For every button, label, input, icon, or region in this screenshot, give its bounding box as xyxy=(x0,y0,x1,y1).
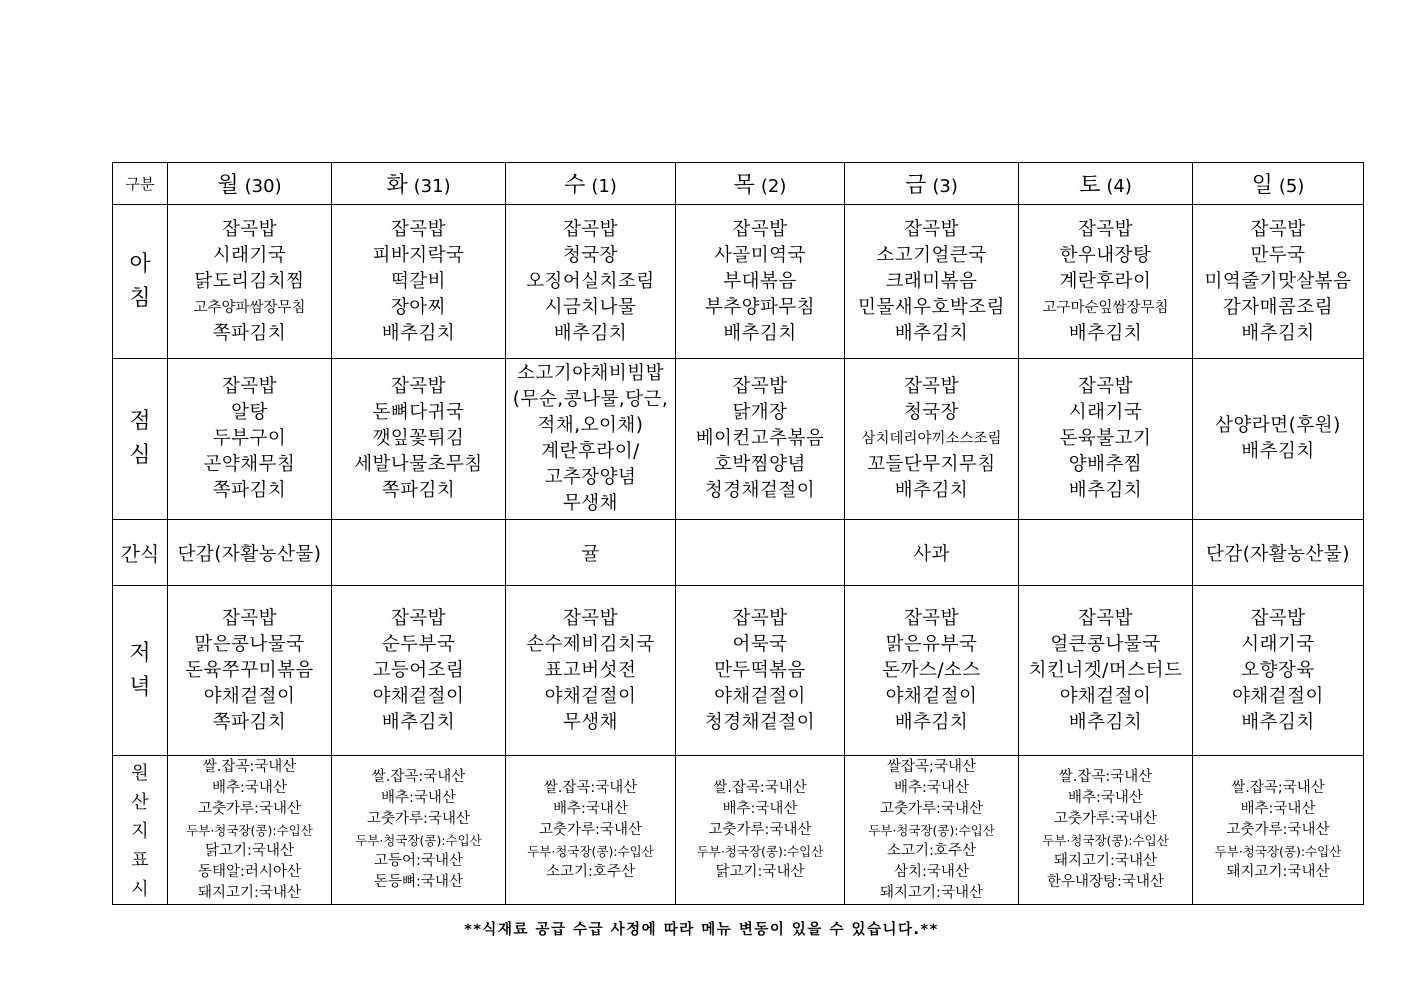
menu-cell xyxy=(506,359,676,520)
dish: 미역줄기맛살볶음 xyxy=(1204,270,1352,292)
day-number: (30) xyxy=(244,176,282,197)
dish: 잡곡밥 xyxy=(903,607,960,629)
day-name: 목 xyxy=(733,173,755,198)
origin-item: 삼치:국내산 xyxy=(894,863,969,880)
dish: 어묵국 xyxy=(732,633,788,655)
dish: 잡곡밥 xyxy=(221,607,278,629)
snack-cell xyxy=(845,520,1019,586)
origin-item: 배추:국내산 xyxy=(553,800,628,817)
dish: 시래기국 xyxy=(1068,402,1143,423)
label-char: 심 xyxy=(129,443,151,468)
snack-item: 단감(자활농산물) xyxy=(177,543,322,565)
origin-item: 배추:국내산 xyxy=(212,779,287,796)
origin-item: 두부·청국장(콩):수입산 xyxy=(1214,843,1342,859)
day-name: 금 xyxy=(905,173,927,198)
origin-item: 두부·청국장(콩):수입산 xyxy=(868,822,995,838)
origin-item: 두부·청국장(콩):수입산 xyxy=(527,843,654,859)
dish: 시래기국 xyxy=(212,244,287,266)
menu-cell xyxy=(676,205,845,359)
origin-item: 배추:국내산 xyxy=(1240,800,1316,817)
snack-item: 단감(자활농산물) xyxy=(1205,543,1351,565)
dish: 양배추찜 xyxy=(1068,454,1143,475)
origin-item: 돼지고기:국내산 xyxy=(198,884,301,901)
origin-item: 고춧가루:국내산 xyxy=(198,800,301,817)
dish: 돈육쭈꾸미볶음 xyxy=(185,659,314,681)
origin-item: 두부·청국장(콩):수입산 xyxy=(696,843,824,859)
snack-cell xyxy=(676,520,845,586)
dish: 오징어실치조림 xyxy=(526,270,655,292)
menu-cell xyxy=(168,586,332,756)
menu-cell xyxy=(1193,359,1364,520)
snack-cell xyxy=(506,520,676,586)
day-header xyxy=(1193,163,1364,205)
dish: 순두부국 xyxy=(381,633,456,655)
origin-cell xyxy=(168,756,332,905)
dinner-row xyxy=(113,586,1364,756)
origin-item: 돼지고기:국내산 xyxy=(1226,863,1330,880)
menu-cell xyxy=(332,205,506,359)
dish: 맑은유부국 xyxy=(885,633,978,655)
menu-cell xyxy=(676,586,845,756)
origin-item: 쌀.잡곡:국내산 xyxy=(371,769,466,785)
snack-cell xyxy=(168,520,332,586)
dish: 닭도리김치찜 xyxy=(194,270,305,292)
menu-cell xyxy=(506,586,676,756)
origin-item: 돈등뼈:국내산 xyxy=(374,874,463,890)
menu-cell xyxy=(1019,586,1193,756)
dish: 치킨너겟/머스터드 xyxy=(1028,659,1183,681)
menu-cell xyxy=(1019,359,1193,520)
dish: 배추김치 xyxy=(894,480,969,501)
dish: 닭개장 xyxy=(732,402,788,423)
dish: 잡곡밥 xyxy=(1077,607,1134,629)
dish: 고추장양념 xyxy=(544,467,637,488)
dish: 고구마순잎쌈장무침 xyxy=(1042,299,1169,316)
day-name: 수 xyxy=(564,173,586,198)
origin-item: 고춧가루:국내산 xyxy=(708,821,812,838)
day-header xyxy=(1019,163,1193,205)
menu-change-notice: **식재료 공급 수급 사정에 따라 메뉴 변동이 있을 수 있습니다.** xyxy=(464,922,939,938)
breakfast-label xyxy=(113,205,168,359)
dish: 계란후라이/ xyxy=(541,441,640,462)
dish: 야채겉절이 xyxy=(544,685,637,707)
dish: 깻잎꽃튀김 xyxy=(372,428,465,449)
day-name: 화 xyxy=(386,173,408,198)
origin-cell xyxy=(1019,756,1193,905)
dish: 고추양파쌈장무침 xyxy=(193,299,306,316)
menu-cell xyxy=(168,205,332,359)
origin-row xyxy=(113,756,1364,905)
lunch-row xyxy=(113,359,1364,520)
menu-cell xyxy=(1193,586,1364,756)
dish: 청국장 xyxy=(562,244,619,266)
dish: 만두국 xyxy=(1250,244,1306,266)
dish: 알탕 xyxy=(231,402,268,423)
dish: 피바지락국 xyxy=(372,244,465,266)
origin-item: 닭고기:국내산 xyxy=(205,842,294,859)
origin-item: 소고기:호주산 xyxy=(546,863,635,880)
menu-cell xyxy=(332,586,506,756)
dish: 적채,오이채) xyxy=(537,415,644,436)
origin-item: 고춧가루:국내산 xyxy=(880,800,983,817)
snack-item: 귤 xyxy=(581,543,600,565)
day-number: (5) xyxy=(1278,176,1305,197)
origin-cell xyxy=(676,756,845,905)
dish: 사골미역국 xyxy=(714,244,806,266)
snack-cell xyxy=(1019,520,1193,586)
origin-item: 쌀.잡곡;국내산 xyxy=(1231,779,1325,796)
origin-item: 돼지고기:국내산 xyxy=(1054,853,1157,869)
origin-item: 돼지고기:국내산 xyxy=(880,884,983,901)
snack-label: 간식 xyxy=(113,520,168,586)
origin-item: 고등어:국내산 xyxy=(374,853,463,869)
dish: 시래기국 xyxy=(1241,633,1315,655)
dish: 야채겉절이 xyxy=(203,685,296,707)
day-name: 월 xyxy=(217,173,239,198)
dish: 배추김치 xyxy=(553,322,628,344)
origin-item: 배추:국내산 xyxy=(381,790,456,806)
dish: 손수제비김치국 xyxy=(526,633,655,655)
dish: 배추김치 xyxy=(723,322,797,344)
dish: 쪽파김치 xyxy=(212,711,287,733)
lunch-label xyxy=(113,359,168,520)
dish: 잡곡밥 xyxy=(1077,218,1134,240)
label-char: 저 xyxy=(129,640,151,666)
dish: 무생채 xyxy=(562,711,619,733)
dish: 잡곡밥 xyxy=(562,607,619,629)
day-number: (31) xyxy=(413,176,451,197)
label-char: 원 xyxy=(131,763,149,784)
day-number: (2) xyxy=(760,176,787,197)
label-char: 표 xyxy=(131,850,149,871)
dish: 만두떡볶음 xyxy=(714,659,806,681)
day-header xyxy=(168,163,332,205)
origin-item: 쌀잡곡;국내산 xyxy=(887,758,976,775)
dish: 배추김치 xyxy=(1068,480,1143,501)
dish: 배추김치 xyxy=(1241,711,1315,733)
menu-cell xyxy=(676,359,845,520)
dish: 잡곡밥 xyxy=(1250,607,1306,629)
dish: 야채겉절이 xyxy=(1232,685,1324,707)
origin-item: 한우내장탕:국내산 xyxy=(1047,874,1164,890)
dish: 청국장 xyxy=(903,402,960,423)
dish: 돈까스/소스 xyxy=(882,659,981,681)
dish: 쪽파김치 xyxy=(212,322,287,344)
dish: 쪽파김치 xyxy=(212,480,287,501)
dish: 떡갈비 xyxy=(390,270,447,292)
dish: 야채겉절이 xyxy=(1059,685,1152,707)
dish: 잡곡밥 xyxy=(562,218,619,240)
menu-cell xyxy=(1193,205,1364,359)
day-name: 토 xyxy=(1079,173,1101,198)
breakfast-row xyxy=(113,205,1364,359)
dish: 배추김치 xyxy=(1241,322,1315,344)
label-char: 산 xyxy=(131,792,149,813)
dish: 잡곡밥 xyxy=(221,218,278,240)
origin-item: 동태알:러시아산 xyxy=(198,863,301,880)
dish: 호박찜양념 xyxy=(714,454,806,475)
dish: 잡곡밥 xyxy=(903,376,960,397)
menu-cell xyxy=(845,205,1019,359)
dish: 세발나물초무침 xyxy=(354,454,483,475)
dish: 두부구이 xyxy=(212,428,287,449)
dish: 부추양파무침 xyxy=(704,296,816,318)
origin-item: 고춧가루:국내산 xyxy=(539,821,642,838)
dish: 잡곡밥 xyxy=(390,376,447,397)
day-header xyxy=(332,163,506,205)
dish: 얼큰콩나물국 xyxy=(1050,633,1161,655)
day-number: (3) xyxy=(932,176,958,197)
dish: 잡곡밥 xyxy=(221,376,278,397)
dish: 배추김치 xyxy=(894,322,969,344)
dish: 소고기얼큰국 xyxy=(876,244,987,266)
dish: 청경채겉절이 xyxy=(704,711,816,733)
origin-cell xyxy=(332,756,506,905)
dish: 잡곡밥 xyxy=(390,218,447,240)
menu-cell xyxy=(1019,205,1193,359)
corner-label: 구분 xyxy=(113,163,168,205)
origin-item: 고춧가루:국내산 xyxy=(1054,811,1157,827)
origin-item: 고춧가루:국내산 xyxy=(367,811,470,827)
dish: 배추김치 xyxy=(1068,322,1143,344)
menu-cell xyxy=(845,359,1019,520)
label-char: 시 xyxy=(131,879,149,900)
menu-cell xyxy=(332,359,506,520)
origin-item: 닭고기:국내산 xyxy=(715,863,805,880)
dish: 배추김치 xyxy=(1241,441,1315,462)
dish: 야채겉절이 xyxy=(714,685,806,707)
snack-cell xyxy=(332,520,506,586)
origin-item: 소고기:호주산 xyxy=(887,842,976,859)
label-char: 침 xyxy=(129,285,151,311)
dish: 한우내장탕 xyxy=(1059,244,1152,266)
dish: 고등어조림 xyxy=(372,659,465,681)
dish: 청경채겉절이 xyxy=(704,480,816,501)
origin-item: 쌀.잡곡:국내산 xyxy=(1058,769,1153,785)
dish: 베이컨고추볶음 xyxy=(695,428,825,449)
label-char: 지 xyxy=(131,821,149,842)
dish: 시금치나물 xyxy=(544,296,637,318)
origin-item: 배추:국내산 xyxy=(1068,790,1143,806)
dish: 야채겉절이 xyxy=(885,685,978,707)
dish: 무생채 xyxy=(562,493,619,514)
dish: 배추김치 xyxy=(381,711,456,733)
menu-cell xyxy=(506,205,676,359)
label-char: 녁 xyxy=(129,674,151,700)
dinner-label xyxy=(113,586,168,756)
dish: 크래미볶음 xyxy=(885,270,978,292)
origin-cell xyxy=(506,756,676,905)
dish: 부대볶음 xyxy=(723,270,797,292)
dish: 돈육불고기 xyxy=(1059,428,1152,449)
label-char: 아 xyxy=(129,251,151,277)
dish: 계란후라이 xyxy=(1059,270,1152,292)
origin-item: 두부·청국장(콩):수입산 xyxy=(355,833,482,848)
dish: 잡곡밥 xyxy=(1250,218,1306,240)
snack-item: 사과 xyxy=(913,543,950,565)
dish: 돈뼈다귀국 xyxy=(372,402,465,423)
dish: 잡곡밥 xyxy=(1077,376,1134,397)
origin-item: 쌀.잡곡:국내산 xyxy=(543,779,638,796)
day-number: (1) xyxy=(591,176,617,197)
origin-item: 배추:국내산 xyxy=(894,779,969,796)
dish: 잡곡밥 xyxy=(732,376,788,397)
dish: 잡곡밥 xyxy=(390,607,447,629)
day-header xyxy=(845,163,1019,205)
dish: 맑은콩나물국 xyxy=(194,633,305,655)
menu-cell xyxy=(168,359,332,520)
dish: 소고기야채비빔밥 xyxy=(517,363,664,384)
day-number: (4) xyxy=(1106,176,1132,197)
dish: 배추김치 xyxy=(381,322,456,344)
day-header xyxy=(676,163,845,205)
dish: 장아찌 xyxy=(390,296,447,318)
dish: 삼양라면(후원) xyxy=(1215,415,1341,436)
dish: 꼬들단무지무침 xyxy=(867,454,996,475)
origin-item: 쌀.잡곡:국내산 xyxy=(202,758,297,775)
dish: 곤약채무침 xyxy=(203,454,296,475)
menu-cell xyxy=(845,586,1019,756)
origin-item: 쌀.잡곡:국내산 xyxy=(713,779,807,796)
origin-item: 배추:국내산 xyxy=(722,800,798,817)
dish: 표고버섯전 xyxy=(544,659,637,681)
origin-item: 두부·청국장(콩):수입산 xyxy=(186,822,313,838)
day-name: 일 xyxy=(1251,173,1273,198)
dish: 잡곡밥 xyxy=(732,607,788,629)
meal-menu-table xyxy=(112,162,1364,905)
origin-item: 두부·청국장(콩):수입산 xyxy=(1042,833,1169,848)
snack-cell xyxy=(1193,520,1364,586)
dish: 오향장육 xyxy=(1241,659,1315,681)
dish: 배추김치 xyxy=(894,711,969,733)
day-header xyxy=(506,163,676,205)
dish: 삼치데리야끼소스조림 xyxy=(861,431,1002,447)
dish: 잡곡밥 xyxy=(732,218,788,240)
dish: 감자매콤조림 xyxy=(1222,296,1334,318)
dish: 민물새우호박조림 xyxy=(858,296,1005,318)
dish: 야채겉절이 xyxy=(372,685,465,707)
label-char: 점 xyxy=(129,409,151,434)
dish: (무순,콩나물,당근, xyxy=(512,389,669,410)
snack-row xyxy=(113,520,1364,586)
origin-item: 고춧가루:국내산 xyxy=(1226,821,1330,838)
origin-label xyxy=(113,756,168,905)
dish: 배추김치 xyxy=(1068,711,1143,733)
origin-cell xyxy=(1193,756,1364,905)
dish: 잡곡밥 xyxy=(903,218,960,240)
header-row xyxy=(113,163,1364,205)
origin-cell xyxy=(845,756,1019,905)
dish: 쪽파김치 xyxy=(381,480,456,501)
